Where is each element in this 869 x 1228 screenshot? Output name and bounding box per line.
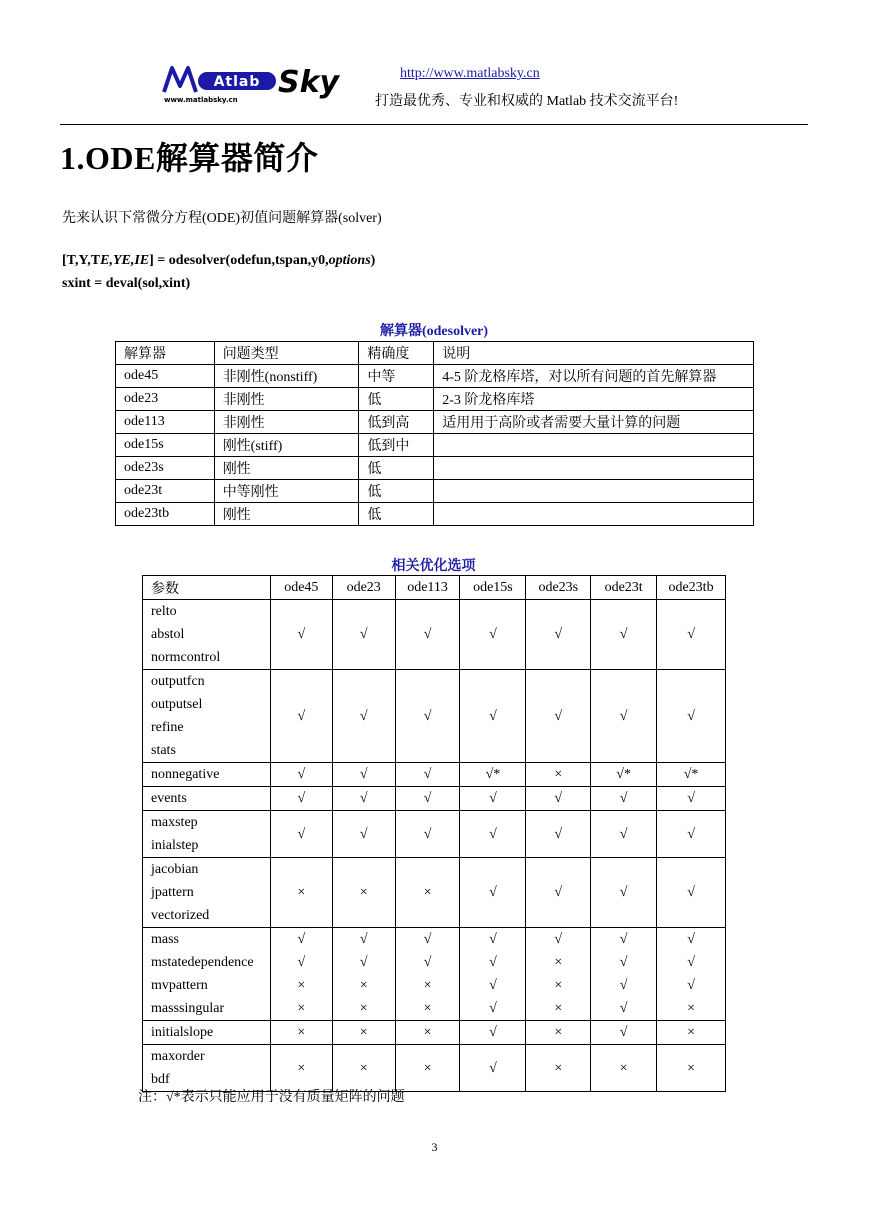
support-cell <box>657 670 726 763</box>
support-cell <box>657 1045 726 1092</box>
support-cell <box>460 763 526 787</box>
support-cell <box>460 858 526 928</box>
support-mark: √ <box>297 627 306 642</box>
table-header-row <box>143 576 726 600</box>
support-cell <box>270 763 332 787</box>
support-cell <box>526 1045 591 1092</box>
support-cell <box>395 600 460 670</box>
support-cell <box>270 1021 332 1045</box>
support-mark: × <box>423 1001 432 1016</box>
svg-text:Sky: Sky <box>278 65 340 100</box>
support-cell <box>657 858 726 928</box>
solver-table <box>115 341 754 526</box>
support-cell <box>526 763 591 787</box>
svg-text:Atlab: Atlab <box>213 74 261 90</box>
param-cell <box>143 1021 271 1045</box>
param-name: refine <box>151 720 184 735</box>
table-cell: 非刚性 <box>214 388 359 411</box>
support-mark: √ <box>297 708 306 724</box>
header-cell: ode45 <box>270 576 332 600</box>
support-cell <box>526 1021 591 1045</box>
table-cell: 中等刚性 <box>214 480 359 503</box>
support-mark: √ <box>619 885 628 900</box>
param-name: jpattern <box>151 885 194 900</box>
support-mark: √ <box>297 826 306 842</box>
table-cell <box>434 434 754 457</box>
param-name: nonnegative <box>151 767 220 782</box>
support-cell <box>526 928 591 1021</box>
support-mark: √* <box>683 767 699 782</box>
support-mark: × <box>297 1001 306 1016</box>
support-cell <box>332 670 395 763</box>
header-cell: 精确度 <box>359 342 434 365</box>
support-mark: √ <box>359 708 368 724</box>
table-cell: 低到中 <box>359 434 434 457</box>
support-cell <box>591 928 657 1021</box>
support-cell <box>270 600 332 670</box>
support-mark: √ <box>687 932 695 947</box>
support-mark: × <box>359 978 368 993</box>
support-cell <box>591 787 657 811</box>
table-cell: 低 <box>359 457 434 480</box>
support-mark: × <box>687 1025 695 1040</box>
table-row <box>143 600 726 670</box>
support-cell <box>395 928 460 1021</box>
support-mark: × <box>687 1001 695 1016</box>
support-cell <box>591 1021 657 1045</box>
support-mark: √ <box>297 932 306 947</box>
header-cell: 解算器 <box>116 342 215 365</box>
table-row <box>143 763 726 787</box>
support-mark: × <box>423 885 432 900</box>
support-cell <box>270 858 332 928</box>
support-mark: × <box>423 978 432 993</box>
support-mark: √ <box>619 708 628 724</box>
table-cell: 适用用于高阶或者需要大量计算的问题 <box>434 411 754 434</box>
support-cell <box>332 787 395 811</box>
support-cell <box>657 787 726 811</box>
support-mark: √ <box>489 791 497 806</box>
support-mark: √ <box>489 1001 497 1016</box>
param-name: stats <box>151 743 176 758</box>
table-row <box>116 457 754 480</box>
support-cell <box>332 811 395 858</box>
support-mark: √ <box>687 708 695 724</box>
param-name: mstatedependence <box>151 955 254 970</box>
matlabsky-logo <box>162 62 340 104</box>
table-cell: 非刚性(nonstiff) <box>214 365 359 388</box>
table-row <box>116 503 754 526</box>
support-mark: √* <box>616 767 631 782</box>
support-cell <box>332 763 395 787</box>
support-cell <box>657 1021 726 1045</box>
logo-graphic <box>162 62 340 104</box>
support-mark: √ <box>423 932 432 947</box>
header-url-link[interactable]: http://www.matlabsky.cn <box>400 66 540 81</box>
support-cell <box>526 858 591 928</box>
header-cell: 参数 <box>143 576 271 600</box>
table-cell <box>434 480 754 503</box>
support-mark: × <box>423 1025 432 1040</box>
param-name: normcontrol <box>151 650 221 665</box>
support-mark: √ <box>359 932 368 947</box>
table-cell: 2-3 阶龙格库塔 <box>434 388 754 411</box>
header-cell: 问题类型 <box>214 342 359 365</box>
header-cell: ode113 <box>395 576 460 600</box>
param-cell <box>143 763 271 787</box>
param-cell <box>143 811 271 858</box>
footnote: 注：√*表示只能应用于没有质量矩阵的问题 <box>138 1090 405 1105</box>
support-cell <box>332 928 395 1021</box>
param-cell <box>143 1045 271 1092</box>
header-cell: ode15s <box>460 576 526 600</box>
support-mark: √ <box>619 978 628 993</box>
support-mark: √ <box>619 955 628 970</box>
table-cell <box>434 503 754 526</box>
support-mark: × <box>554 1060 563 1076</box>
param-name: initialslope <box>151 1025 214 1040</box>
support-mark: √ <box>359 955 368 970</box>
support-cell <box>526 600 591 670</box>
table-cell: 低到高 <box>359 411 434 434</box>
support-cell <box>460 787 526 811</box>
support-cell <box>591 600 657 670</box>
support-mark: √ <box>489 885 497 900</box>
param-name: relto <box>151 604 177 619</box>
support-cell <box>591 811 657 858</box>
table-cell: ode15s <box>116 434 215 457</box>
support-cell <box>395 1045 460 1092</box>
support-mark: × <box>359 1001 368 1016</box>
table-cell: 刚性 <box>214 503 359 526</box>
param-name: mass <box>151 932 179 947</box>
code-line-2: sxint = deval(sol,xint) <box>62 276 191 291</box>
support-cell <box>332 600 395 670</box>
support-mark: √ <box>359 791 368 806</box>
support-cell <box>395 858 460 928</box>
table-row <box>116 411 754 434</box>
support-mark: √ <box>297 767 306 782</box>
table-cell: ode23 <box>116 388 215 411</box>
support-mark: √ <box>687 955 695 970</box>
support-mark: √ <box>489 826 497 842</box>
support-mark: √ <box>554 708 563 724</box>
support-mark: √ <box>619 826 628 842</box>
table-cell: 刚性(stiff) <box>214 434 359 457</box>
support-cell <box>332 858 395 928</box>
param-name: maxstep <box>151 815 198 830</box>
support-mark: √ <box>489 627 497 642</box>
support-mark: √ <box>554 826 563 842</box>
table1-caption: 解算器(odesolver) <box>379 324 489 339</box>
support-mark: √ <box>619 1001 628 1016</box>
support-cell <box>270 787 332 811</box>
param-cell <box>143 787 271 811</box>
param-name: maxorder <box>151 1049 205 1064</box>
support-mark: √ <box>423 791 432 806</box>
support-mark: √ <box>619 932 628 947</box>
table-row <box>116 480 754 503</box>
support-cell <box>526 787 591 811</box>
support-mark: √ <box>619 791 628 806</box>
support-mark: √ <box>554 791 563 806</box>
table-cell: ode23t <box>116 480 215 503</box>
support-mark: √ <box>489 1060 497 1076</box>
support-mark: × <box>554 1025 563 1040</box>
support-mark: × <box>687 1060 695 1076</box>
support-cell <box>460 811 526 858</box>
param-name: masssingular <box>151 1001 225 1016</box>
code-part: [T,Y,T <box>62 253 101 268</box>
support-mark: √ <box>423 955 432 970</box>
param-name: mvpattern <box>151 978 208 993</box>
support-mark: √ <box>554 885 563 900</box>
support-mark: √ <box>489 932 497 947</box>
support-mark: √ <box>359 826 368 842</box>
support-mark: × <box>554 767 563 782</box>
param-name: events <box>151 791 187 806</box>
support-mark: √ <box>423 826 432 842</box>
support-cell <box>270 928 332 1021</box>
support-mark: × <box>554 955 563 970</box>
support-cell <box>332 1021 395 1045</box>
support-mark: √ <box>359 767 368 782</box>
header-cell: ode23tb <box>657 576 726 600</box>
support-cell <box>395 787 460 811</box>
param-name: jacobian <box>151 862 199 877</box>
support-cell <box>270 1045 332 1092</box>
support-cell <box>270 670 332 763</box>
svg-text:www.matlabsky.cn: www.matlabsky.cn <box>164 96 238 104</box>
support-mark: × <box>554 1001 563 1016</box>
support-mark: √ <box>687 627 695 642</box>
code-part-italic: E,YE,IE <box>100 253 150 268</box>
support-mark: × <box>297 1025 306 1040</box>
table-row <box>143 787 726 811</box>
support-cell <box>591 858 657 928</box>
param-cell <box>143 670 271 763</box>
support-mark: √ <box>554 932 563 947</box>
support-cell <box>657 928 726 1021</box>
support-cell <box>460 1021 526 1045</box>
header-cell: ode23 <box>332 576 395 600</box>
support-mark: × <box>554 978 563 993</box>
code-part: ] = odesolver(odefun,tspan,y0, <box>149 253 329 268</box>
support-mark: × <box>359 885 368 900</box>
support-mark: √ <box>359 627 368 642</box>
support-mark: √ <box>489 1025 497 1040</box>
support-cell <box>395 811 460 858</box>
support-cell <box>460 670 526 763</box>
table-cell: 刚性 <box>214 457 359 480</box>
param-name: abstol <box>151 627 185 642</box>
table-cell: ode23s <box>116 457 215 480</box>
support-cell <box>526 811 591 858</box>
support-mark: √ <box>423 767 432 782</box>
support-mark: × <box>619 1060 628 1076</box>
table-row <box>143 670 726 763</box>
intro-text: 先来认识下常微分方程(ODE)初值问题解算器(solver) <box>62 211 382 226</box>
table-row <box>143 928 726 1021</box>
header-cell: 说明 <box>434 342 754 365</box>
table-cell: ode45 <box>116 365 215 388</box>
table-row <box>143 811 726 858</box>
support-mark: × <box>359 1025 368 1040</box>
table-row <box>143 858 726 928</box>
header-slogan: 打造最优秀、专业和权威的 Matlab 技术交流平台! <box>375 94 679 109</box>
support-cell <box>591 670 657 763</box>
param-name: outputsel <box>151 697 203 712</box>
support-cell <box>591 1045 657 1092</box>
support-cell <box>395 670 460 763</box>
support-mark: × <box>297 1060 306 1076</box>
support-mark: √ <box>687 791 695 806</box>
table2-caption: 相关优化选项 <box>391 559 476 574</box>
support-cell <box>395 763 460 787</box>
support-mark: × <box>297 978 306 993</box>
table-header-row <box>116 342 754 365</box>
param-cell <box>143 928 271 1021</box>
support-mark: √ <box>619 1025 628 1040</box>
support-mark: × <box>423 1060 432 1076</box>
support-mark: √ <box>489 708 497 724</box>
support-cell <box>332 1045 395 1092</box>
support-mark: √ <box>619 627 628 642</box>
support-mark: √ <box>554 627 563 642</box>
table-cell: ode113 <box>116 411 215 434</box>
support-mark: × <box>297 885 306 900</box>
support-mark: √ <box>423 627 432 642</box>
table-cell: 4-5 阶龙格库塔，对以所有问题的首先解算器 <box>434 365 754 388</box>
param-name: bdf <box>151 1072 170 1087</box>
table-cell <box>434 457 754 480</box>
support-cell <box>460 928 526 1021</box>
param-cell <box>143 858 271 928</box>
table-row <box>143 1045 726 1092</box>
code-part: ) <box>370 253 376 268</box>
support-mark: √ <box>297 955 306 970</box>
support-cell <box>657 600 726 670</box>
support-mark: √ <box>423 708 432 724</box>
param-cell <box>143 600 271 670</box>
support-mark: × <box>359 1060 368 1076</box>
table-cell: 低 <box>359 503 434 526</box>
table-cell: ode23tb <box>116 503 215 526</box>
table-cell: 中等 <box>359 365 434 388</box>
support-cell <box>591 763 657 787</box>
code-part-italic: options <box>328 253 371 268</box>
header-cell: ode23t <box>591 576 657 600</box>
support-mark: √ <box>489 955 497 970</box>
support-mark: √* <box>485 767 501 782</box>
support-cell <box>526 670 591 763</box>
table-cell: 低 <box>359 388 434 411</box>
support-cell <box>270 811 332 858</box>
table-cell: 低 <box>359 480 434 503</box>
param-name: outputfcn <box>151 674 205 689</box>
options-table <box>142 575 726 1092</box>
param-name: inialstep <box>151 838 199 853</box>
table-row <box>116 365 754 388</box>
support-mark: √ <box>489 978 497 993</box>
support-cell <box>657 811 726 858</box>
support-cell <box>657 763 726 787</box>
page-title: 1.ODE解算器简介 <box>60 140 319 176</box>
support-mark: √ <box>687 978 695 993</box>
header-cell: ode23s <box>526 576 591 600</box>
table-cell: 非刚性 <box>214 411 359 434</box>
table-row <box>143 1021 726 1045</box>
param-name: vectorized <box>151 908 210 923</box>
header-divider <box>60 124 808 125</box>
code-line-1 <box>62 253 375 269</box>
support-cell <box>460 1045 526 1092</box>
support-cell <box>460 600 526 670</box>
page-number: 3 <box>431 1140 438 1154</box>
support-mark: √ <box>297 791 306 806</box>
support-cell <box>395 1021 460 1045</box>
support-mark: √ <box>687 885 695 900</box>
support-mark: √ <box>687 826 695 842</box>
table-row <box>116 434 754 457</box>
table-row <box>116 388 754 411</box>
